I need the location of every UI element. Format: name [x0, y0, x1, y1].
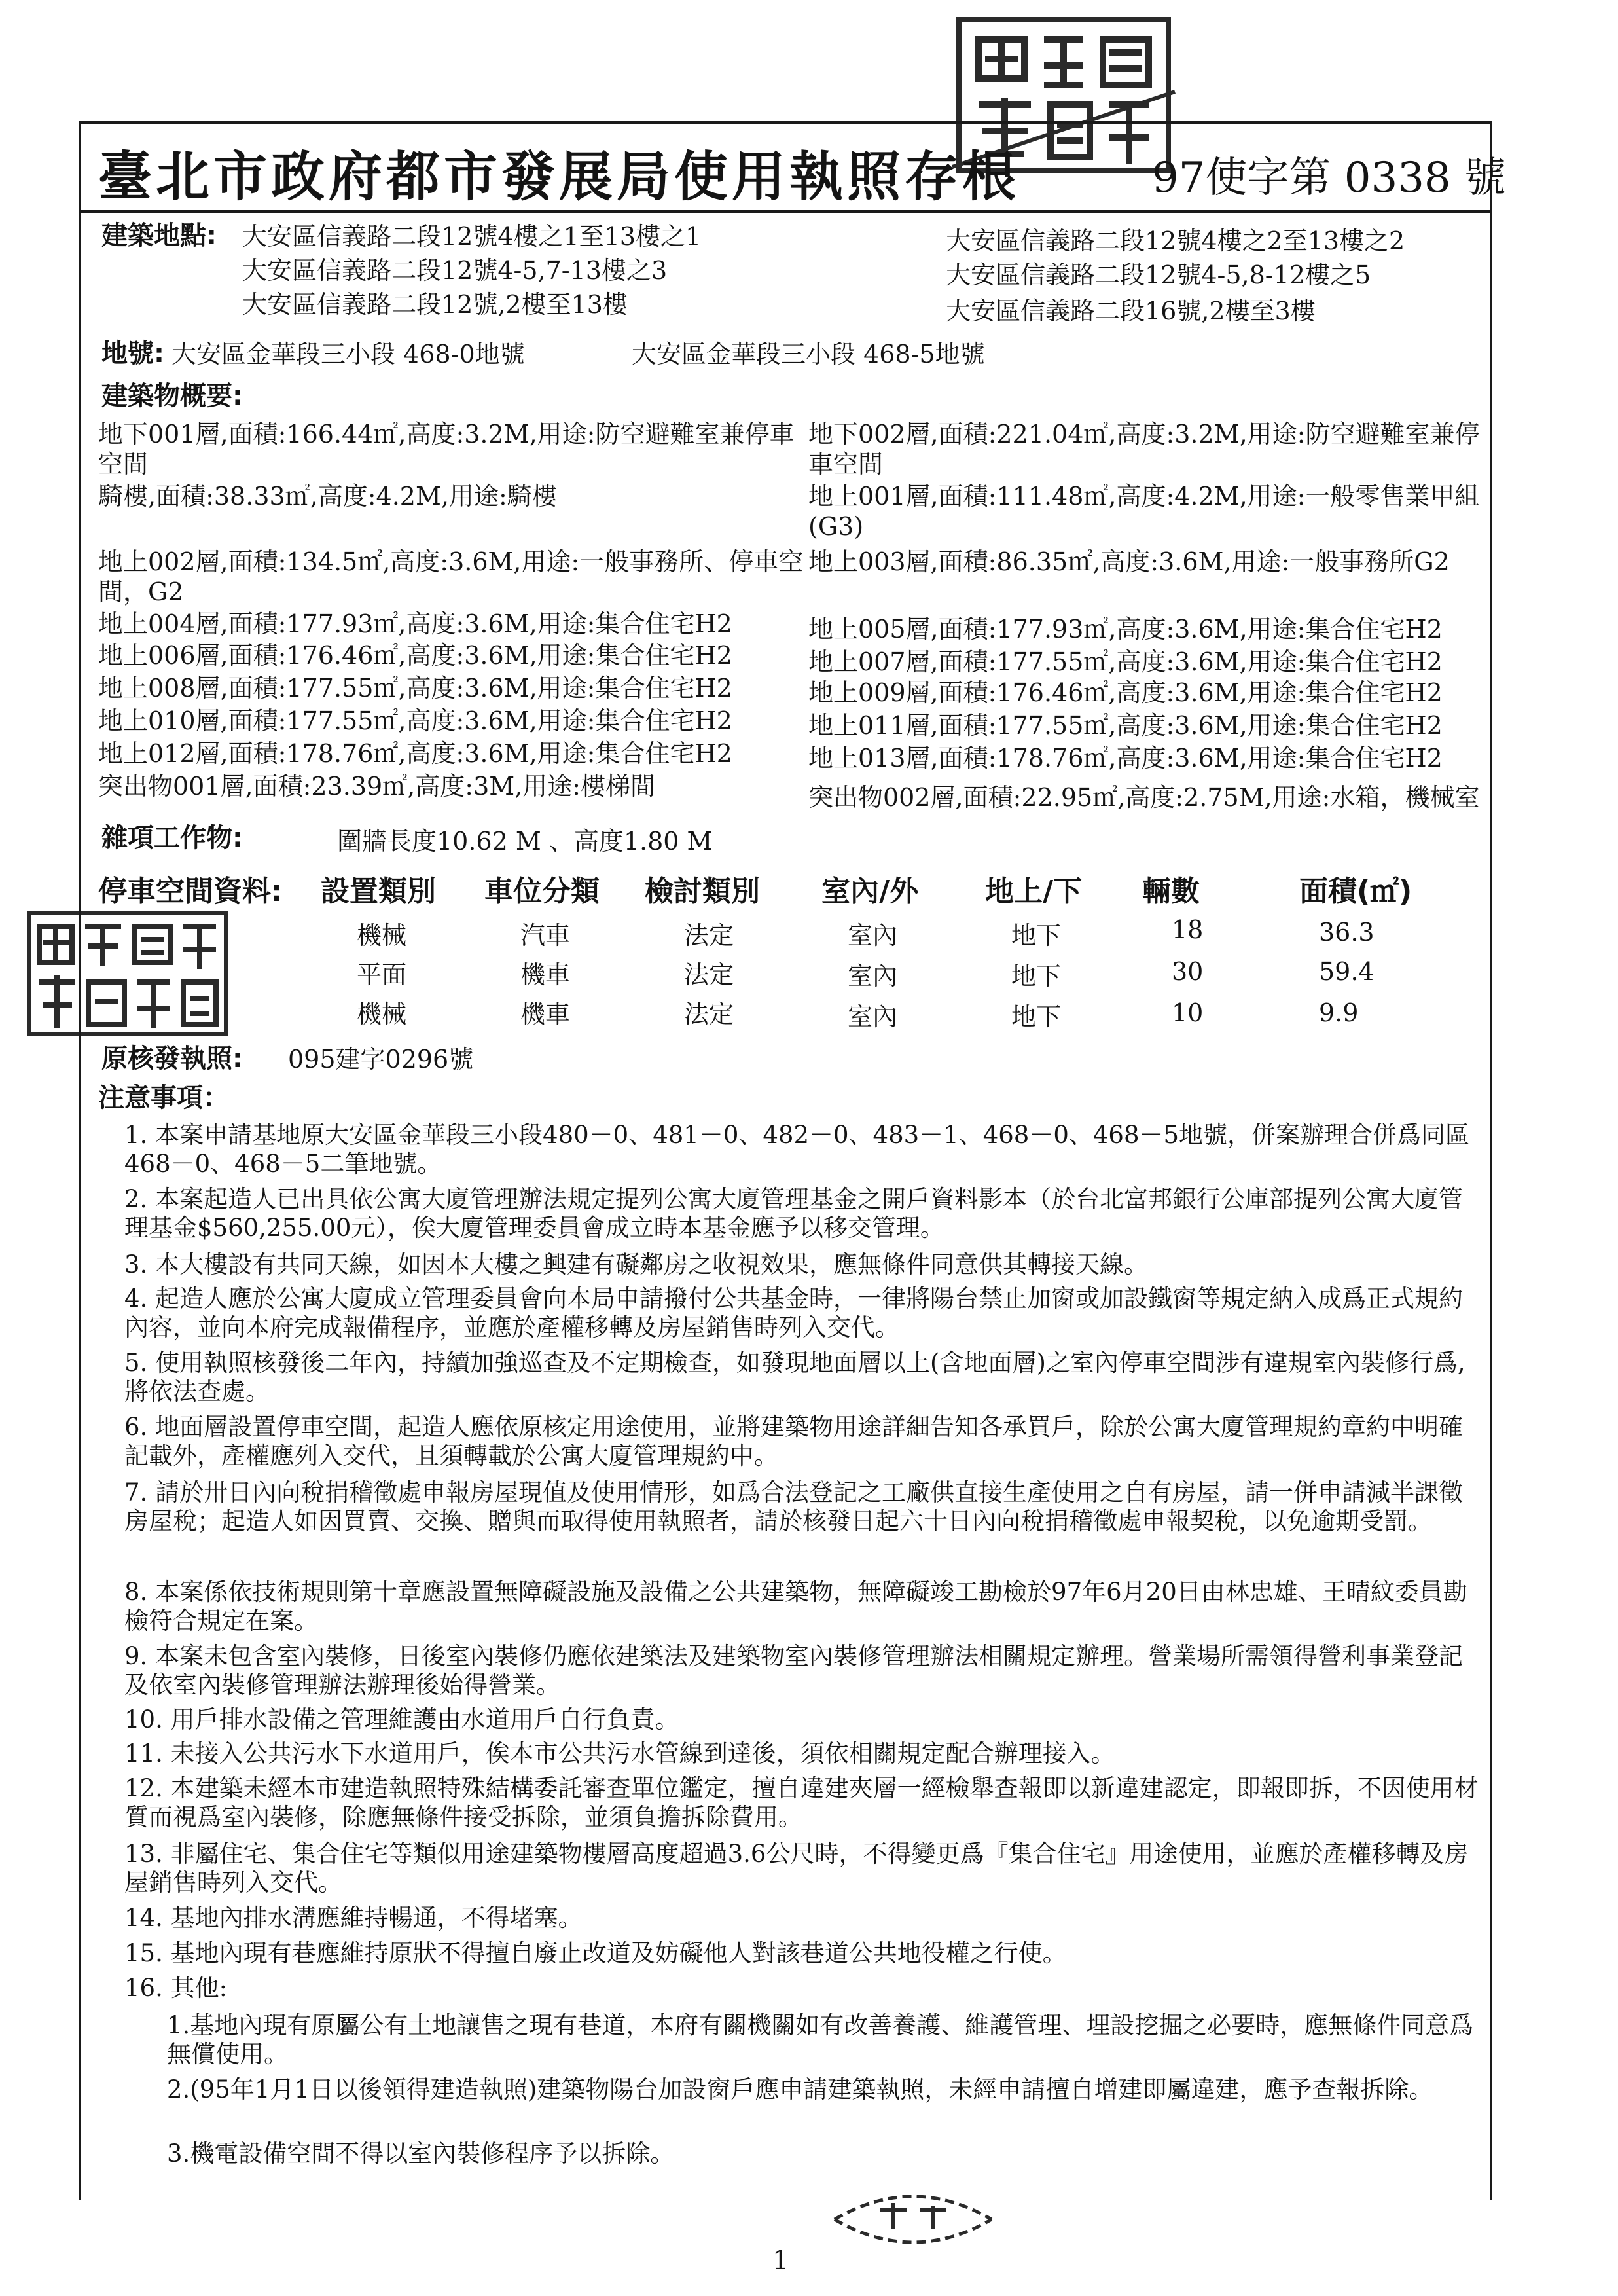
building-location-right-1: 大安區信義路二段12號4樓之2至13樓之2: [946, 227, 1405, 255]
note-15: 15. 基地內現有巷應維持原狀不得擅自廢止改道及妨礙他人對該巷道公共地役權之行使。: [124, 1939, 1067, 1967]
parking-row2-count: 30: [1172, 957, 1204, 986]
document-number: 97使字第 0338 號: [1152, 154, 1506, 202]
note-12: 12. 本建築未經本市建造執照特殊結構委託審查單位鑑定，擅自違建夾層一經檢舉查報即以新違建認定，即報即拆，不因使用材質而視爲室內裝修，除應無條件接受拆除，並須負擔拆除費用。: [124, 1774, 1479, 1831]
parking-row3-indoor: 室內: [848, 1002, 898, 1031]
lot-left: 大安區金華段三小段 468-0地號: [171, 340, 525, 369]
floor-left-6f: 地上006層,面積:176.46㎡,高度:3.6M,用途:集合住宅H2: [98, 641, 732, 670]
parking-header-indoor: 室內/外: [821, 875, 919, 908]
parking-row3-category: 機車: [520, 1000, 571, 1029]
floor-left-4f: 地上004層,面積:177.93㎡,高度:3.6M,用途:集合住宅H2: [98, 610, 732, 638]
building-location-left-3: 大安區信義路二段12號,2樓至13樓: [242, 290, 628, 319]
floor-right-1f: 地上001層,面積:111.48㎡,高度:4.2M,用途:一般零售業甲組(G3): [808, 482, 1480, 541]
parking-row1-area: 36.3: [1319, 918, 1375, 947]
parking-header-type: 設置類別: [321, 875, 436, 908]
note-4: 4. 起造人應於公寓大廈成立管理委員會向本局申請撥付公共基金時，一律將陽台禁止加窗或加設鐵窗等規定納入成爲正式規約內容，並向本府完成報備程序，並應於產權移轉及房屋銷售時列入交代。: [124, 1285, 1464, 1341]
building-location-left-1: 大安區信義路二段12號4樓之1至13樓之1: [242, 222, 702, 251]
original-permit-value: 095建字0296號: [288, 1045, 474, 1074]
note-2: 2. 本案起造人已出具依公寓大廈管理辦法規定提列公寓大廈管理基金之開戶資料影本（於台北富邦銀行公庫部提列公寓大廈管理基金$560,255.00元），俟大廈管理委員會成立時本基金應予以移交管理。: [124, 1185, 1464, 1242]
parking-row3-count: 10: [1172, 998, 1204, 1027]
floor-left-10f: 地上010層,面積:177.55㎡,高度:3.6M,用途:集合住宅H2: [98, 706, 732, 735]
floor-left-b1: 地下001層,面積:166.44㎡,高度:3.2M,用途:防空避難室兼停車空間: [98, 420, 795, 479]
misc-works-value: 圍牆長度10.62 M 、高度1.80 M: [337, 827, 713, 856]
floor-left-8f: 地上008層,面積:177.55㎡,高度:3.6M,用途:集合住宅H2: [98, 674, 732, 702]
parking-row2-indoor: 室內: [848, 962, 898, 991]
parking-row3-level: 地下: [1011, 1002, 1062, 1031]
floor-right-13f: 地上013層,面積:178.76㎡,高度:3.6M,用途:集合住宅H2: [808, 744, 1443, 773]
building-location-right-3: 大安區信義路二段16號,2樓至3樓: [946, 297, 1316, 325]
note-16-sub-2: 2.(95年1月1日以後領得建造執照)建築物陽台加設窗戶應申請建築執照，未經申請擅自增建即屬違建，應予查報拆除。: [167, 2075, 1433, 2104]
page-number: 1: [772, 2246, 789, 2276]
parking-label: 停車空間資料:: [98, 875, 283, 908]
lot-label: 地號:: [101, 338, 164, 369]
building-location-right-2: 大安區信義路二段12號4-5,8-12樓之5: [946, 261, 1371, 289]
floor-right-11f: 地上011層,面積:177.55㎡,高度:3.6M,用途:集合住宅H2: [808, 711, 1443, 740]
overview-label: 建築物概要:: [101, 381, 243, 411]
parking-row1-type: 機械: [357, 921, 407, 950]
note-8: 8. 本案係依技術規則第十章應設置無障礙設施及設備之公共建築物，無障礙竣工勘檢於97年6月20日由林忠雄、王晴紋委員勘檢符合規定在案。: [124, 1578, 1467, 1635]
note-1: 1. 本案申請基地原大安區金華段三小段480－0、481－0、482－0、483－1、468－0、468－5地號，併案辦理合併爲同區468－0、468－5二筆地號。: [124, 1121, 1470, 1178]
floor-right-7f: 地上007層,面積:177.55㎡,高度:3.6M,用途:集合住宅H2: [808, 647, 1443, 676]
building-location-left-2: 大安區信義路二段12號4-5,7-13樓之3: [242, 256, 668, 285]
parking-header-review: 檢討類別: [645, 875, 760, 908]
parking-row3-type: 機械: [357, 1000, 407, 1029]
floor-left-12f: 地上012層,面積:178.76㎡,高度:3.6M,用途:集合住宅H2: [98, 739, 732, 768]
parking-row3-review: 法定: [684, 1000, 734, 1029]
note-9: 9. 本案未包含室內裝修，日後室內裝修仍應依建築法及建築物室內裝修管理辦法相關規定辦理。營業場所需領得營利事業登記及依室內裝修管理辦法辦理後始得營業。: [124, 1642, 1464, 1699]
parking-row2-category: 機車: [520, 960, 571, 989]
floor-left-roof1: 突出物001層,面積:23.39㎡,高度:3M,用途:樓梯間: [98, 772, 656, 801]
note-14: 14. 基地內排水溝應維持暢通，不得堵塞。: [124, 1904, 583, 1932]
parking-row2-review: 法定: [684, 960, 734, 989]
note-7: 7. 請於卅日內向稅捐稽徵處申報房屋現值及使用情形，如爲合法登記之工廠供直接生產使用之自有房屋，請一併申請減半課徵房屋稅；起造人如因買賣、交換、贈與而取得使用執照者，請於核發日起六十日內向稅捐稽徵處申報契稅，以免逾期受罰。: [124, 1478, 1464, 1535]
note-13: 13. 非屬住宅、集合住宅等類似用途建築物樓層高度超過3.6公尺時，不得變更爲『集合住宅』用途使用，並應於產權移轉及房屋銷售時列入交代。: [124, 1840, 1469, 1897]
note-16-sub-1: 1.基地內現有原屬公有土地讓售之現有巷道，本府有關機關如有改善養護、維護管理、埋設挖掘之必要時，應無條件同意爲無償使用。: [167, 2011, 1474, 2068]
parking-row1-level: 地下: [1011, 921, 1062, 950]
parking-row1-count: 18: [1172, 915, 1204, 944]
parking-header-area: 面積(㎡): [1299, 875, 1412, 908]
lot-right: 大安區金華段三小段 468-5地號: [632, 340, 985, 369]
note-6: 6. 地面層設置停車空間，起造人應依原核定用途使用，並將建築物用途詳細告知各承買戶，除於公寓大廈管理規約章約中明確記載外，產權應列入交代，且須轉載於公寓大廈管理規約中。: [124, 1413, 1464, 1470]
parking-row2-level: 地下: [1011, 962, 1062, 991]
parking-row1-review: 法定: [684, 921, 734, 950]
floor-left-2f: 地上002層,面積:134.5㎡,高度:3.6M,用途:一般事務所、停車空間，G2: [98, 547, 804, 606]
parking-row2-area: 59.4: [1319, 957, 1375, 986]
floor-right-b2: 地下002層,面積:221.04㎡,高度:3.2M,用途:防空避難室兼停車空間: [808, 420, 1480, 479]
parking-row2-type: 平面: [357, 960, 407, 989]
parking-row1-indoor: 室內: [848, 921, 898, 950]
note-5: 5. 使用執照核發後二年內，持續加強巡查及不定期檢查，如發現地面層以上(含地面層)之室內停車空間涉有違規室內裝修行爲,將依法查處。: [124, 1349, 1465, 1406]
floor-left-arcade: 騎樓,面積:38.33㎡,高度:4.2M,用途:騎樓: [98, 482, 557, 511]
parking-header-level: 地上/下: [985, 875, 1083, 908]
note-10: 10. 用戶排水設備之管理維護由水道用戶自行負責。: [124, 1705, 679, 1734]
parking-header-category: 車位分類: [484, 875, 600, 908]
building-location-label: 建築地點:: [101, 221, 217, 251]
floor-right-3f: 地上003層,面積:86.35㎡,高度:3.6M,用途:一般事務所G2: [808, 547, 1450, 576]
floor-right-9f: 地上009層,面積:176.46㎡,高度:3.6M,用途:集合住宅H2: [808, 678, 1443, 707]
notes-label: 注意事項：: [98, 1083, 229, 1113]
note-16: 16. 其他:: [124, 1974, 228, 2002]
parking-header-count: 輛數: [1142, 875, 1200, 908]
parking-row1-category: 汽車: [520, 921, 571, 950]
misc-works-label: 雜項工作物:: [101, 823, 243, 853]
note-16-sub-3: 3.機電設備空間不得以室內裝修程序予以拆除。: [167, 2140, 675, 2168]
document-title: 臺北市政府都市發展局使用執照存根: [98, 145, 1020, 208]
note-11: 11. 未接入公共污水下水道用戶，俟本市公共污水管線到達後，須依相關規定配合辦理接入。: [124, 1740, 1115, 1768]
original-permit-label: 原核發執照:: [101, 1044, 243, 1074]
floor-right-5f: 地上005層,面積:177.93㎡,高度:3.6M,用途:集合住宅H2: [808, 615, 1443, 644]
note-3: 3. 本大樓設有共同天線，如因本大樓之興建有礙鄰房之收視效果，應無條件同意供其轉接天線。: [124, 1250, 1149, 1279]
parking-row3-area: 9.9: [1319, 998, 1359, 1027]
floor-right-roof2: 突出物002層,面積:22.95㎡,高度:2.75M,用途:水箱，機械室: [808, 783, 1480, 812]
